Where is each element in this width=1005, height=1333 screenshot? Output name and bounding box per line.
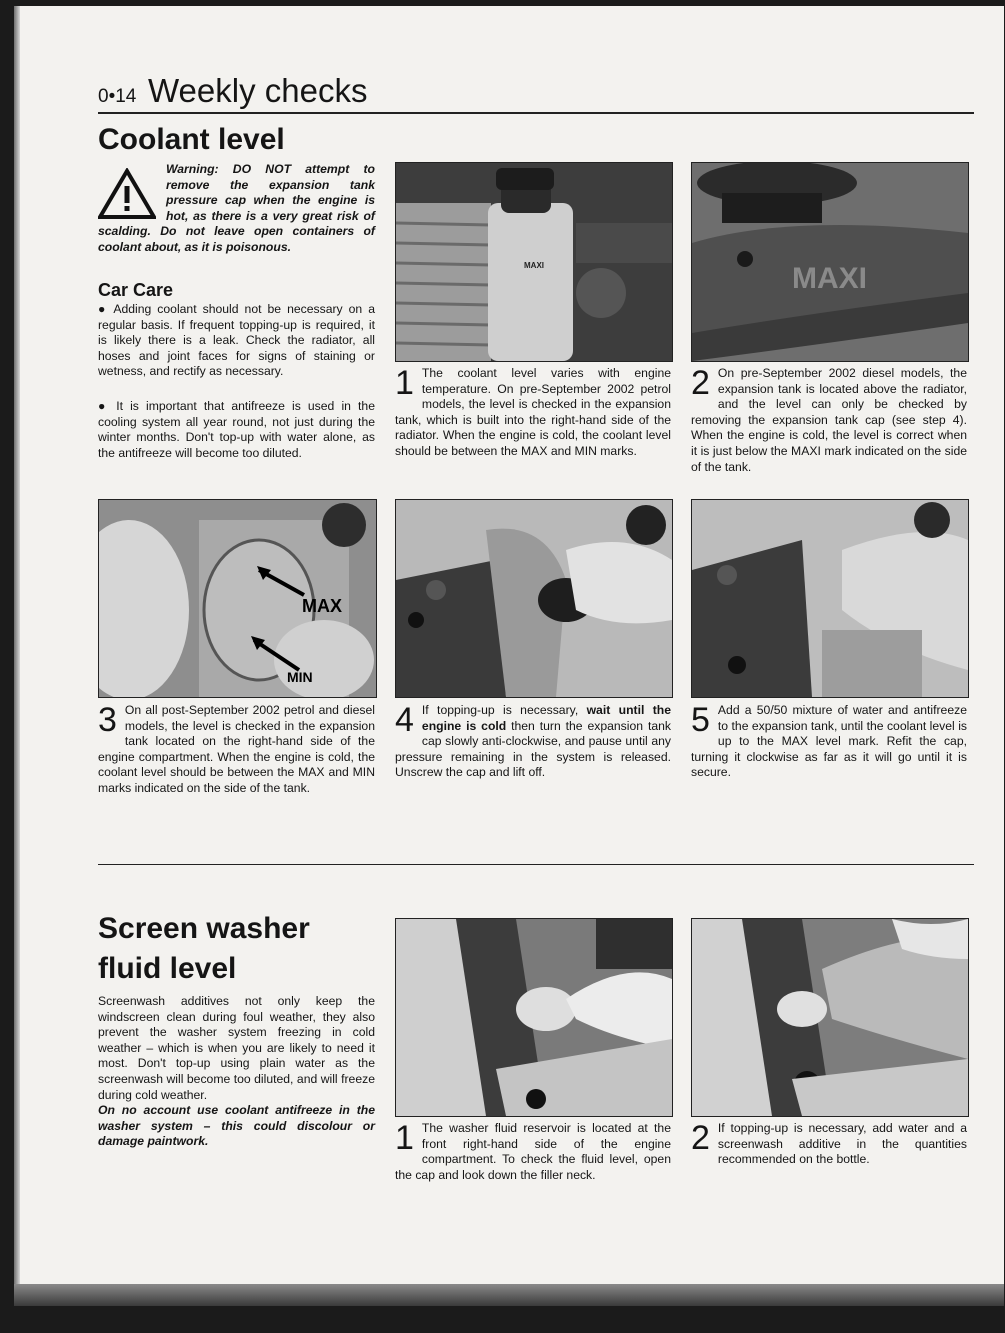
page-title: Weekly checks [148,72,368,109]
step-number: 1 [395,1119,414,1157]
step-number: 3 [98,701,117,739]
coolant-step-1 [395,366,671,460]
step-number: 5 [691,701,710,739]
step-number: 4 [395,701,414,739]
photo-coolant-step-3 [98,499,377,698]
coolant-step-4 [395,703,671,781]
step-text: then turn the expansion tank cap slowly anti-clockwise, and pause until any pressure remaining in the system is released. Unscrew the cap and lift off. [395,718,671,780]
coolant-warning [98,162,375,274]
section-divider [98,864,974,865]
step-number: 1 [395,364,414,402]
step-text: The washer fluid reservoir is located at the front right-hand side of the engine compartment. To check the fluid level, open the cap and look down the filler neck. [395,1121,671,1182]
coolant-step-3 [98,703,375,797]
car-care-paragraph-2: ● It is important that antifreeze is used in the cooling system all year round, not just during the winter months. Don't top-up with water alone, as the antifreeze will become too diluted. [98,399,375,460]
photo-washer-step-1 [395,918,673,1117]
step-number: 2 [691,1119,710,1157]
step-text: On all post-September 2002 petrol and diesel models, the level is checked in the expansion tank located on the right-hand side of the engine compartment. When the engine is cold, the coolant level should be between the MAX and MIN marks indicated on the side of the tank. [98,703,375,795]
photo3-max-label: MAX [302,596,342,616]
washer-body [98,994,375,1150]
photo-coolant-step-4 [395,499,673,698]
header-rule [98,112,974,114]
coolant-heading: Coolant level [98,123,285,156]
manual-page [14,6,1004,1306]
washer-warning: On no account use coolant antifreeze in the washer system – this could discolour or damage paintwork. [98,1103,375,1149]
coolant-step-2 [691,366,967,475]
warning-triangle-icon [98,168,156,220]
coolant-warning-body: Warning: DO NOT attempt to remove the expansion tank pressure cap when the engine is hot, as there is a very great risk of scalding. Do not leave open containers of coolant about, as it is poisonous. [98,162,375,254]
car-care-paragraph-1: ● Adding coolant should not be necessary on a regular basis. If frequent topping-up is required, it is likely there is a leak. Check the radiator, all hoses and joint faces for signs of staining or wetness, and rectify as necessary. [98,302,375,379]
washer-step-2 [691,1121,967,1168]
page-bottom-edge [14,1284,1004,1306]
step-text-emphasis: wait until the engine is cold [421,703,671,733]
washer-heading-line-2: fluid level [98,952,237,985]
page-spine [14,6,20,1306]
car-care-heading: Car Care [98,280,174,300]
photo3-min-label: MIN [287,669,313,685]
step-text: The coolant level varies with engine temperature. On pre-September 2002 petrol models, the level is checked in the expansion tank, which is built into the right-hand side of the radiator. When the engine is cold, the coolant level should be between the MAX and MIN marks. [395,366,671,458]
page-number: 0•14 [98,86,137,107]
washer-body-text: Screenwash additives not only keep the windscreen clean during foul weather, they also prevent the washer system freezing in cold weather – which is when you are likely to need it most. Don't top-up using plain water as the screenwash will become too diluted, and will freeze during cold weather. [98,994,375,1102]
step-text: On pre-September 2002 diesel models, the expansion tank is located above the radiator, and the level can only be checked by removing the expansion tank cap (see step 4). When the engine is cold, the level is correct when it is just below the MAXI mark indicated on the side of the tank. [691,366,967,474]
coolant-step-5 [691,703,967,781]
photo1-maxi-label: MAXI [524,261,544,270]
step-text: If topping-up is necessary, [421,703,587,717]
washer-heading [98,909,310,989]
step-text: Add a 50/50 mixture of water and antifreeze to the expansion tank, until the coolant level is up to the MAX level mark. Refit the cap, turning it clockwise as far as it will go until it is secure. [691,703,967,780]
washer-heading-line-1: Screen washer [98,912,310,945]
step-number: 2 [691,364,710,402]
photo2-maxi-label: MAXI [792,262,867,295]
photo-coolant-step-5 [691,499,969,698]
photo-coolant-step-1 [395,162,673,362]
photo-coolant-step-2 [691,162,969,362]
photo-washer-step-2 [691,918,969,1117]
step-text: If topping-up is necessary, add water and a screenwash additive in the quantities recommended on the bottle. [717,1121,967,1167]
washer-step-1 [395,1121,671,1183]
